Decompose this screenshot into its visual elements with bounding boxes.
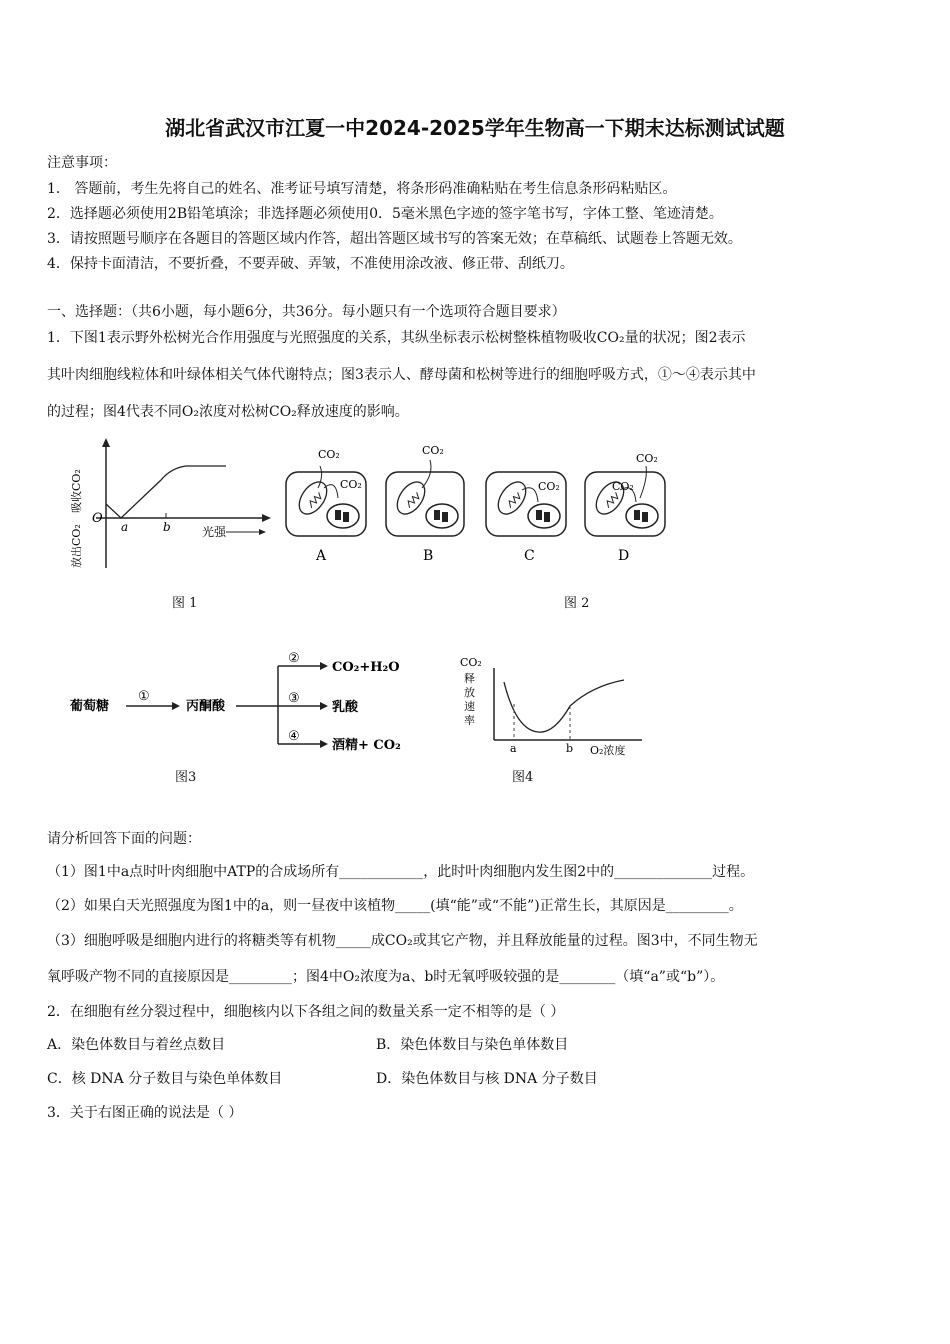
fig4-point-b: b xyxy=(566,742,574,755)
fig2-panel-b xyxy=(386,444,464,564)
fig2-panel-b-label: B xyxy=(423,548,434,564)
fig2-gas-label: CO₂ xyxy=(612,480,634,493)
fig3-product-lactic: 乳酸 xyxy=(332,700,359,715)
fig4-ylabel: 释 xyxy=(464,672,475,685)
fig4-ylabel: 速 xyxy=(464,700,475,713)
fig3-product-alcohol: 酒精+ CO₂ xyxy=(332,738,401,753)
fig2-panel-a xyxy=(286,448,366,564)
fig2-panel-d xyxy=(585,452,665,564)
figure-2-organelles xyxy=(280,438,680,568)
fig1-point-b: b xyxy=(163,520,171,534)
q3-stem: 3．关于右图正确的说法是（ ） xyxy=(47,1105,243,1121)
q1-stem-line: 其叶肉细胞线粒体和叶绿体相关气体代谢特点；图3表示人、酵母菌和松树等进行的细胞呼吸方式，①～④表示其中 xyxy=(47,367,756,383)
q2-option-c: C．核 DNA 分子数目与染色单体数目 xyxy=(47,1071,283,1087)
section-heading: 一、选择题：（共6小题，每小题6分，共36分。每小题只有一个选项符合题目要求） xyxy=(47,304,566,320)
fig1-point-a: a xyxy=(121,520,129,534)
fig1-origin: O xyxy=(92,511,103,526)
q2-option-a: A．染色体数目与着丝点数目 xyxy=(47,1037,226,1053)
fig1-caption: 图 1 xyxy=(172,596,198,611)
fig2-gas-label: CO₂ xyxy=(636,452,658,465)
fig4-ylabel: CO₂ xyxy=(460,656,482,669)
fig3-step3: ③ xyxy=(288,691,300,706)
page-title: 湖北省武汉市江夏一中2024-2025学年生物高一下期末达标测试试题 xyxy=(165,116,785,140)
q1-sub-3: （3）细胞呼吸是细胞内进行的将糖类等有机物_____成CO₂或其它产物，并且释放能量的过程。图3中，不同生物无 xyxy=(47,933,758,949)
q1-sub-1: （1）图1中a点时叶肉细胞中ATP的合成场所有____________，此时叶肉细胞内发生图2中的______________过程。 xyxy=(47,864,755,880)
notice-item: 4．保持卡面清洁，不要折叠，不要弄破、弄皱，不准使用涂改液、修正带、刮纸刀。 xyxy=(47,256,574,272)
fig2-panel-a-label: A xyxy=(316,548,327,564)
notice-item: 2．选择题必须使用2B铅笔填涂；非选择题必须使用0．5毫米黑色字迹的签字笔书写，字体工整、笔迹清楚。 xyxy=(47,206,723,222)
fig2-gas-label: CO₂ xyxy=(538,480,560,493)
figure-1-graph xyxy=(66,438,276,573)
fig2-panel-c xyxy=(486,472,566,564)
q1-sub-2: （2）如果白天光照强度为图1中的a，则一昼夜中该植物_____(填“能”或“不能”)正常生长，其原因是_________。 xyxy=(47,898,743,914)
fig3-step4: ④ xyxy=(288,729,300,744)
q2-stem: 2．在细胞有丝分裂过程中，细胞核内以下各组之间的数量关系一定不相等的是（ ） xyxy=(47,1004,565,1020)
fig2-caption: 图 2 xyxy=(564,596,590,611)
fig3-product-aerobic: CO₂+H₂O xyxy=(332,660,400,675)
fig2-panel-c-label: C xyxy=(524,548,535,564)
fig4-point-a: a xyxy=(510,742,517,755)
q2-option-d: D．染色体数目与核 DNA 分子数目 xyxy=(376,1071,598,1087)
fig2-gas-label: CO₂ xyxy=(318,448,340,461)
fig4-ylabel: 率 xyxy=(464,714,475,727)
q2-option-b: B．染色体数目与染色单体数目 xyxy=(376,1037,569,1053)
fig3-step1: ① xyxy=(138,689,150,704)
fig3-pyruvate: 丙酮酸 xyxy=(186,699,226,714)
figure-4-graph xyxy=(452,652,652,762)
fig1-xlabel: 光强 xyxy=(202,525,227,539)
fig3-step2: ② xyxy=(288,651,300,666)
fig4-xlabel: O₂浓度 xyxy=(590,744,626,757)
fig2-panel-d-label: D xyxy=(618,548,630,564)
notice-item: 1． 答题前，考生先将自己的姓名、准考证号填写清楚，将条形码准确粘贴在考生信息条形码粘贴区。 xyxy=(47,181,677,197)
notice-heading: 注意事项： xyxy=(47,155,117,171)
fig1-ylabel-top: 吸收CO₂ xyxy=(70,469,83,513)
fig3-caption: 图3 xyxy=(175,770,197,785)
fig2-gas-label: CO₂ xyxy=(340,478,362,491)
q1-prompt: 请分析回答下面的问题： xyxy=(47,831,201,847)
q1-stem-line: 的过程；图4代表不同O₂浓度对松树CO₂释放速度的影响。 xyxy=(47,404,409,420)
fig2-gas-label: CO₂ xyxy=(422,444,444,457)
figure-3-respiration xyxy=(66,648,426,758)
fig4-caption: 图4 xyxy=(512,770,534,785)
notice-item: 3．请按照题号顺序在各题目的答题区域内作答，超出答题区域书写的答案无效；在草稿纸、试题卷上答题无效。 xyxy=(47,231,742,247)
fig1-ylabel-bottom: 放出CO₂ xyxy=(70,524,83,568)
q1-stem-line: 1．下图1表示野外松树光合作用强度与光照强度的关系，其纵坐标表示松树整株植物吸收CO₂量的状况；图2表示 xyxy=(47,330,746,346)
q1-sub-3-cont: 氧呼吸产物不同的直接原因是_________；图4中O₂浓度为a、b时无氧呼吸较强的是________（填“a”或“b”）。 xyxy=(47,969,725,985)
fig4-ylabel: 放 xyxy=(464,686,475,699)
fig3-glucose: 葡萄糖 xyxy=(70,699,110,714)
